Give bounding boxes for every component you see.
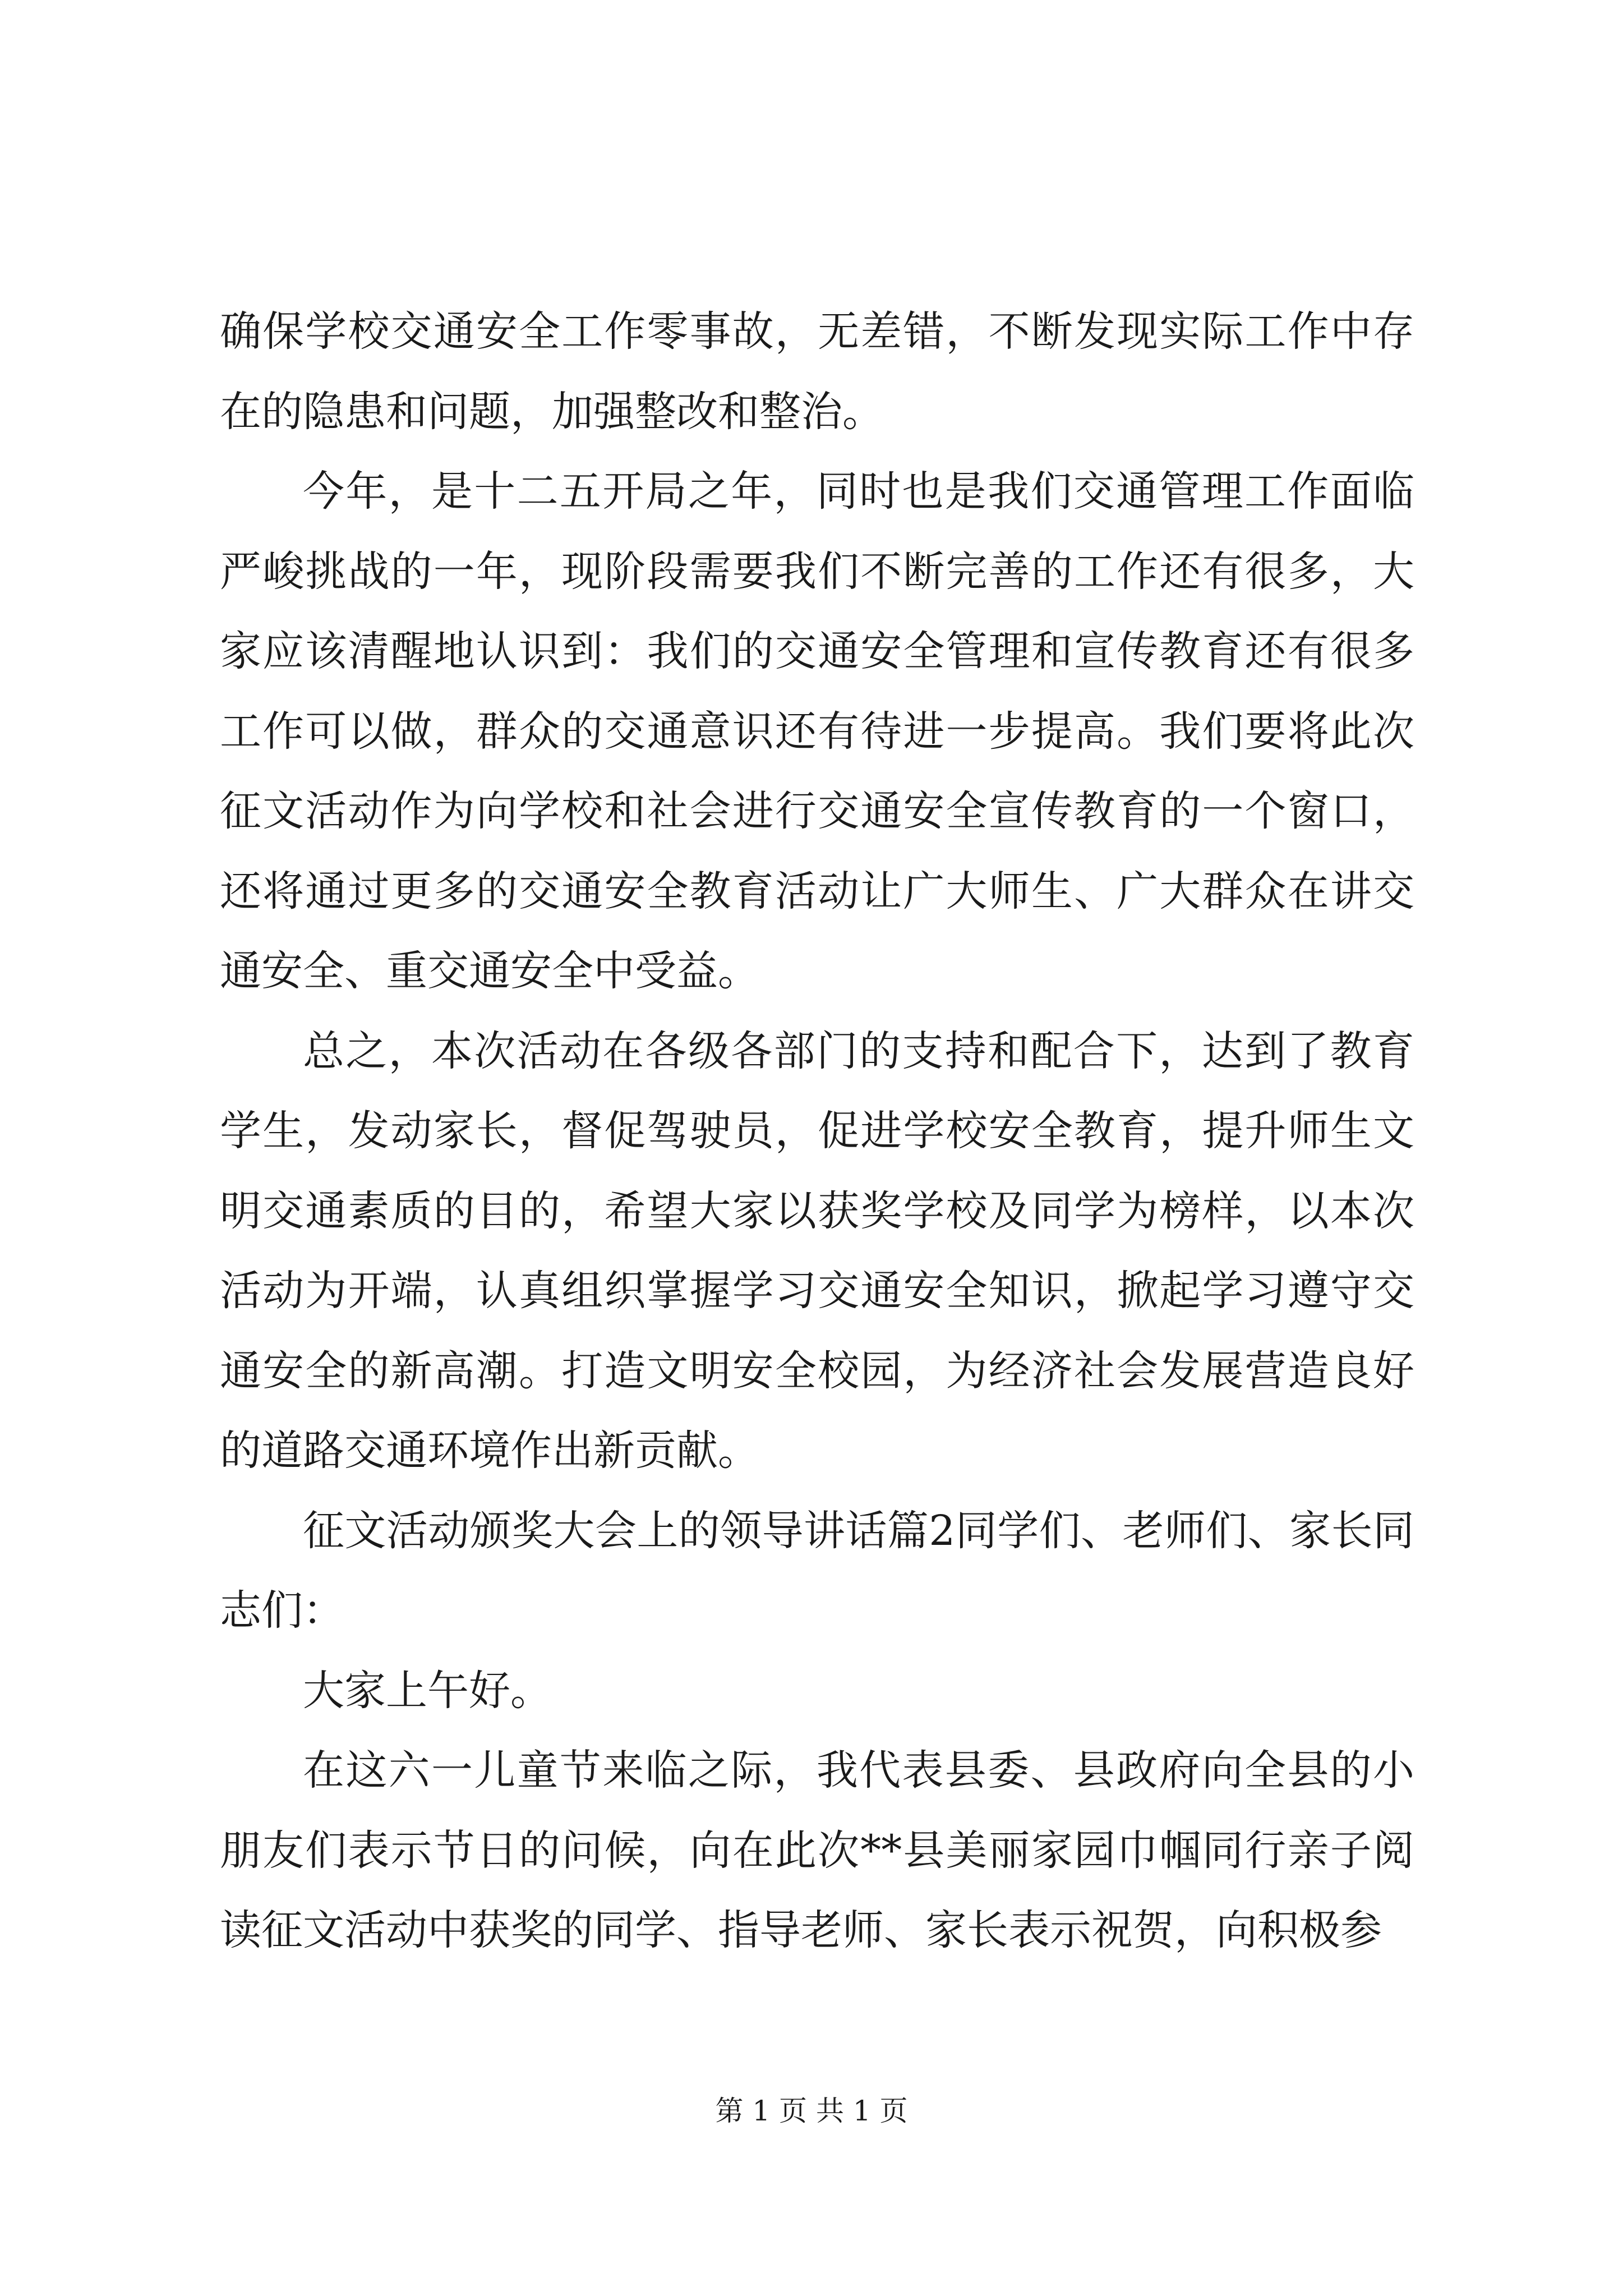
- paragraph-continuation: 确保学校交通安全工作零事故，无差错，不断发现实际工作中存在的隐患和问题，加强整改和整治。: [220, 307, 1414, 436]
- paragraph-this-year: 今年，是十二五开局之年，同时也是我们交通管理工作面临严峻挑战的一年，现阶段需要我们不断完善的工作还有很多，大家应该清醒地认识到：我们的交通安全管理和宣传教育还有很多工作可以做，群众的交通意识还有待进一步提高。我们要将此次征文活动作为向学校和社会进行交通安全宣传教育的一个窗口，还将通过更多的交通安全教育活动让广大师生、广大群众在讲交通安全、重交通安全中受益。: [220, 467, 1414, 995]
- document-body: [220, 292, 1414, 1971]
- paragraph-speech-title: 征文活动颁奖大会上的领导讲话篇2同学们、老师们、家长同志们：: [220, 1506, 1414, 1635]
- page-number-footer: 第 1 页 共 1 页: [715, 2095, 908, 2127]
- paragraph-childrens-day: 在这六一儿童节来临之际，我代表县委、县政府向全县的小朋友们表示节日的问候，向在此次**县美丽家园巾帼同行亲子阅读征文活动中获奖的同学、指导老师、家长表示祝贺，向积极参: [220, 1746, 1414, 1954]
- paragraph-greeting: 大家上午好。: [303, 1666, 552, 1715]
- paragraph-summary: 总之，本次活动在各级各部门的支持和配合下，达到了教育学生，发动家长，督促驾驶员，促进学校安全教育，提升师生文明交通素质的目的，希望大家以获奖学校及同学为榜样，以本次活动为开端，认真组织掌握学习交通安全知识，掀起学习遵守交通安全的新高潮。打造文明安全校园，为经济社会发展营造良好的道路交通环境作出新贡献。: [220, 1027, 1414, 1475]
